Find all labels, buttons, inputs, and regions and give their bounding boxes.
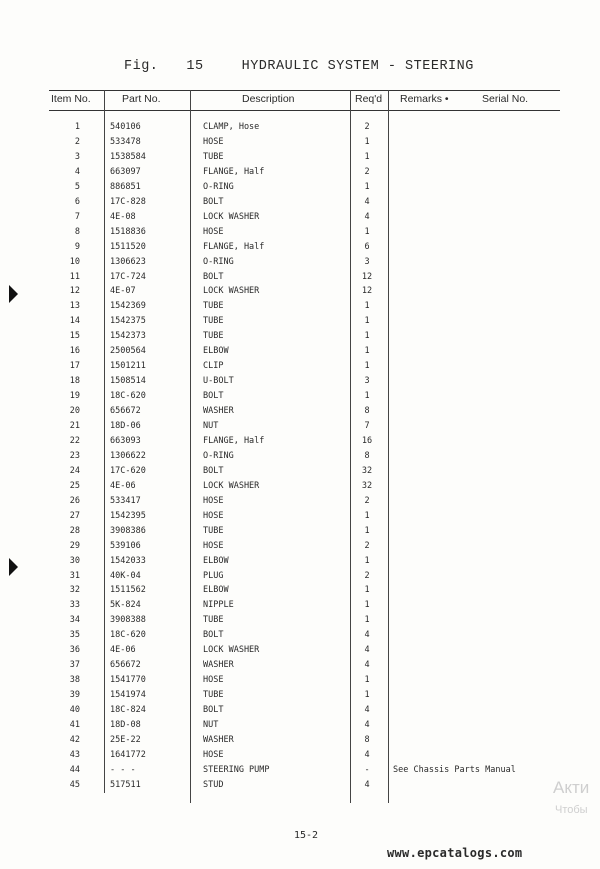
cell-qty: 1	[364, 226, 370, 237]
binding-marker-triangle	[9, 558, 18, 576]
cell-item-no: 44	[69, 764, 80, 775]
cell-part-no: 17C-620	[110, 465, 146, 476]
cell-part-no: 533478	[110, 136, 141, 147]
cell-description: WASHER	[203, 734, 234, 745]
cell-description: FLANGE, Half	[203, 166, 265, 177]
cell-part-no: 663097	[110, 166, 141, 177]
cell-description: TUBE	[203, 151, 224, 162]
cell-description: WASHER	[203, 660, 234, 671]
table-row	[0, 539, 600, 554]
table-row	[0, 763, 600, 778]
activation-watermark-line2: Чтобы	[555, 804, 588, 816]
cell-part-no: 1501211	[110, 361, 146, 372]
cell-part-no: 3908386	[110, 525, 146, 536]
cell-item-no: 35	[69, 630, 80, 641]
table-row	[0, 374, 600, 389]
table-top-rule	[49, 90, 560, 91]
cell-description: LOCK WASHER	[203, 286, 260, 297]
cell-remarks: See Chassis Parts Manual	[393, 764, 516, 775]
cell-description: LOCK WASHER	[203, 645, 260, 656]
cell-item-no: 13	[69, 301, 80, 312]
cell-part-no: 663093	[110, 435, 141, 446]
table-row	[0, 598, 600, 613]
cell-item-no: 20	[69, 406, 80, 417]
cell-part-no: 18C-620	[110, 391, 146, 402]
cell-part-no: 4E-07	[110, 286, 136, 297]
table-row	[0, 389, 600, 404]
table-row	[0, 404, 600, 419]
cell-part-no: 2500564	[110, 346, 146, 357]
cell-item-no: 27	[69, 510, 80, 521]
cell-part-no: 3908388	[110, 615, 146, 626]
cell-qty: 1	[364, 391, 370, 402]
cell-qty: 12	[361, 271, 373, 282]
cell-description: CLAMP, Hose	[203, 122, 260, 132]
cell-part-no: 1641772	[110, 749, 146, 760]
cell-qty: 2	[364, 570, 370, 581]
cell-item-no: 43	[69, 749, 80, 760]
cell-description: HOSE	[203, 226, 224, 237]
figure-heading: HYDRAULIC SYSTEM - STEERING	[241, 59, 474, 74]
cell-description: LOCK WASHER	[203, 480, 260, 491]
table-row	[0, 554, 600, 569]
cell-part-no: 1542033	[110, 555, 146, 566]
figure-label: Fig.	[124, 59, 159, 74]
table-row	[0, 658, 600, 673]
cell-description: TUBE	[203, 615, 224, 626]
cell-item-no: 1	[74, 122, 80, 132]
binding-marker-triangle	[9, 285, 18, 303]
table-row	[0, 225, 600, 240]
cell-description: HOSE	[203, 495, 224, 506]
table-row	[0, 673, 600, 688]
cell-description: NIPPLE	[203, 600, 234, 611]
table-row	[0, 270, 600, 285]
cell-item-no: 31	[69, 570, 80, 581]
table-row	[0, 240, 600, 255]
cell-item-no: 10	[69, 256, 80, 267]
table-row	[0, 464, 600, 479]
cell-item-no: 7	[74, 211, 80, 222]
cell-qty: 1	[364, 675, 370, 686]
table-header-rule	[49, 110, 560, 111]
cell-part-no: 1541770	[110, 675, 146, 686]
cell-part-no: 1508514	[110, 376, 146, 387]
table-row	[0, 479, 600, 494]
cell-qty: 4	[364, 645, 370, 656]
cell-description: TUBE	[203, 525, 224, 536]
cell-item-no: 4	[74, 166, 80, 177]
cell-item-no: 33	[69, 600, 80, 611]
cell-qty: 3	[364, 376, 370, 387]
table-row	[0, 703, 600, 718]
cell-qty: 2	[364, 166, 370, 177]
cell-description: BOLT	[203, 391, 224, 402]
cell-part-no: 5K-824	[110, 600, 141, 611]
cell-description: ELBOW	[203, 585, 229, 596]
cell-qty: 16	[361, 435, 373, 446]
cell-qty: 8	[364, 406, 370, 417]
table-row	[0, 509, 600, 524]
cell-part-no: 1542375	[110, 316, 146, 327]
cell-part-no: 17C-724	[110, 271, 146, 282]
cell-qty: 6	[364, 241, 370, 252]
cell-description: U-BOLT	[203, 376, 234, 387]
cell-item-no: 42	[69, 734, 80, 745]
table-row	[0, 583, 600, 598]
cell-description: NUT	[203, 720, 219, 730]
header-serial-no: Serial No.	[482, 93, 529, 105]
table-row	[0, 569, 600, 584]
cell-qty: 2	[364, 540, 370, 551]
table-row	[0, 494, 600, 509]
table-row	[0, 718, 600, 733]
cell-description: BOLT	[203, 465, 224, 476]
cell-qty: 2	[364, 122, 370, 132]
cell-part-no: 1306622	[110, 450, 146, 461]
cell-item-no: 41	[69, 720, 80, 730]
cell-item-no: 28	[69, 525, 80, 536]
cell-description: ELBOW	[203, 346, 229, 357]
table-row	[0, 613, 600, 628]
table-row	[0, 210, 600, 225]
cell-qty: 8	[364, 450, 370, 461]
cell-item-no: 18	[69, 376, 80, 387]
cell-part-no: 1538584	[110, 151, 146, 162]
cell-part-no: 1511520	[110, 241, 146, 252]
cell-qty: 4	[364, 196, 370, 207]
cell-part-no: 18D-06	[110, 421, 141, 431]
cell-description: BOLT	[203, 271, 224, 282]
cell-qty: 1	[364, 331, 370, 342]
cell-qty: 8	[364, 734, 370, 745]
cell-item-no: 40	[69, 705, 80, 716]
cell-item-no: 14	[69, 316, 80, 327]
table-row	[0, 778, 600, 793]
cell-item-no: 17	[69, 361, 80, 372]
cell-qty: 1	[364, 555, 370, 566]
cell-part-no: 17C-828	[110, 196, 146, 207]
cell-part-no: 1306623	[110, 256, 146, 267]
cell-item-no: 9	[74, 241, 80, 252]
cell-qty: 4	[364, 749, 370, 760]
table-row	[0, 284, 600, 299]
page-number: 15-2	[294, 830, 319, 841]
cell-part-no: 656672	[110, 660, 141, 671]
cell-qty: 4	[364, 720, 370, 730]
cell-item-no: 16	[69, 346, 80, 357]
table-row	[0, 314, 600, 329]
table-row	[0, 688, 600, 703]
table-row	[0, 135, 600, 150]
cell-description: HOSE	[203, 540, 224, 551]
cell-qty: 1	[364, 346, 370, 357]
cell-part-no: 18C-620	[110, 630, 146, 641]
cell-part-no: 1542369	[110, 301, 146, 312]
table-row	[0, 329, 600, 344]
cell-description: STUD	[203, 779, 224, 790]
table-row	[0, 359, 600, 374]
header-description: Description	[242, 93, 295, 105]
cell-qty: -	[364, 764, 370, 775]
cell-item-no: 15	[69, 331, 80, 342]
cell-part-no: 1511562	[110, 585, 146, 596]
cell-qty: 1	[364, 151, 370, 162]
table-row	[0, 120, 600, 135]
figure-number: 15	[186, 59, 204, 74]
cell-description: LOCK WASHER	[203, 211, 260, 222]
cell-part-no: 540106	[110, 122, 141, 132]
table-row	[0, 255, 600, 270]
cell-item-no: 2	[74, 136, 80, 147]
cell-description: NUT	[203, 421, 219, 431]
table-row	[0, 150, 600, 165]
table-row	[0, 643, 600, 658]
cell-description: HOSE	[203, 675, 224, 686]
cell-qty: 2	[364, 495, 370, 506]
cell-qty: 1	[364, 615, 370, 626]
cell-item-no: 21	[69, 421, 80, 431]
cell-description: TUBE	[203, 316, 224, 327]
cell-part-no: 539106	[110, 540, 141, 551]
cell-item-no: 24	[69, 465, 80, 476]
table-row	[0, 419, 600, 434]
cell-description: BOLT	[203, 196, 224, 207]
cell-item-no: 39	[69, 690, 80, 701]
cell-qty: 1	[364, 301, 370, 312]
cell-description: TUBE	[203, 690, 224, 701]
cell-qty: 1	[364, 510, 370, 521]
cell-qty: 3	[364, 256, 370, 267]
cell-item-no: 38	[69, 675, 80, 686]
cell-description: PLUG	[203, 570, 224, 581]
cell-qty: 4	[364, 630, 370, 641]
table-row	[0, 524, 600, 539]
cell-item-no: 25	[69, 480, 80, 491]
cell-qty: 1	[364, 181, 370, 192]
figure-title	[124, 59, 474, 74]
cell-description: FLANGE, Half	[203, 435, 265, 446]
cell-item-no: 34	[69, 615, 80, 626]
table-row	[0, 449, 600, 464]
cell-qty: 7	[364, 421, 370, 431]
cell-part-no: 4E-08	[110, 211, 136, 222]
cell-part-no: 40K-04	[110, 570, 141, 581]
cell-description: TUBE	[203, 331, 224, 342]
table-row	[0, 344, 600, 359]
cell-item-no: 3	[74, 151, 80, 162]
cell-qty: 12	[361, 286, 373, 297]
cell-description: HOSE	[203, 136, 224, 147]
cell-item-no: 32	[69, 585, 80, 596]
table-row	[0, 165, 600, 180]
header-item-no: Item No.	[51, 93, 91, 105]
cell-part-no: 1518836	[110, 226, 146, 237]
cell-description: CLIP	[203, 361, 224, 372]
cell-item-no: 6	[74, 196, 80, 207]
cell-item-no: 29	[69, 540, 80, 551]
cell-description: HOSE	[203, 510, 224, 521]
cell-description: WASHER	[203, 406, 234, 417]
cell-part-no: 533417	[110, 495, 141, 506]
cell-part-no: 18D-08	[110, 720, 141, 730]
cell-part-no: 4E-06	[110, 645, 136, 656]
table-row	[0, 195, 600, 210]
cell-qty: 32	[361, 480, 373, 491]
cell-part-no: 25E-22	[110, 734, 141, 745]
cell-description: O-RING	[203, 181, 234, 192]
cell-qty: 1	[364, 600, 370, 611]
cell-item-no: 30	[69, 555, 80, 566]
cell-description: O-RING	[203, 450, 234, 461]
cell-item-no: 19	[69, 391, 80, 402]
cell-description: HOSE	[203, 749, 224, 760]
cell-item-no: 12	[69, 286, 80, 297]
cell-qty: 1	[364, 361, 370, 372]
cell-part-no: 1542373	[110, 331, 146, 342]
table-row	[0, 628, 600, 643]
cell-part-no: 4E-06	[110, 480, 136, 491]
cell-qty: 1	[364, 585, 370, 596]
header-part-no: Part No.	[122, 93, 161, 105]
cell-qty: 4	[364, 211, 370, 222]
cell-description: O-RING	[203, 256, 234, 267]
cell-description: ELBOW	[203, 555, 229, 566]
table-row	[0, 748, 600, 763]
table-row	[0, 434, 600, 449]
cell-qty: 4	[364, 705, 370, 716]
header-remarks: Remarks •	[400, 93, 449, 105]
cell-description: TUBE	[203, 301, 224, 312]
cell-item-no: 36	[69, 645, 80, 656]
cell-part-no: 1542395	[110, 510, 146, 521]
table-row	[0, 180, 600, 195]
cell-item-no: 45	[69, 779, 80, 790]
cell-qty: 1	[364, 316, 370, 327]
cell-description: FLANGE, Half	[203, 241, 265, 252]
cell-part-no: 886851	[110, 181, 141, 192]
cell-part-no: 1541974	[110, 690, 146, 701]
table-row	[0, 299, 600, 314]
cell-item-no: 37	[69, 660, 80, 671]
cell-part-no: 656672	[110, 406, 141, 417]
cell-item-no: 5	[74, 181, 80, 192]
cell-item-no: 11	[69, 271, 80, 282]
cell-item-no: 8	[74, 226, 80, 237]
cell-item-no: 22	[69, 435, 80, 446]
cell-item-no: 26	[69, 495, 80, 506]
cell-qty: 1	[364, 690, 370, 701]
table-row	[0, 733, 600, 748]
cell-part-no: 517511	[110, 779, 141, 790]
cell-description: BOLT	[203, 630, 224, 641]
header-reqd: Req'd	[355, 93, 383, 105]
cell-qty: 1	[364, 136, 370, 147]
footer-site-link[interactable]: www.epcatalogs.com	[387, 846, 523, 860]
cell-qty: 32	[361, 465, 373, 476]
cell-item-no: 23	[69, 450, 80, 461]
cell-part-no: - - -	[110, 764, 136, 775]
cell-description: BOLT	[203, 705, 224, 716]
cell-qty: 4	[364, 660, 370, 671]
activation-watermark-line1: Акти	[553, 778, 590, 797]
cell-description: STEERING PUMP	[203, 764, 270, 775]
cell-part-no: 18C-824	[110, 705, 146, 716]
cell-qty: 4	[364, 779, 370, 790]
cell-qty: 1	[364, 525, 370, 536]
